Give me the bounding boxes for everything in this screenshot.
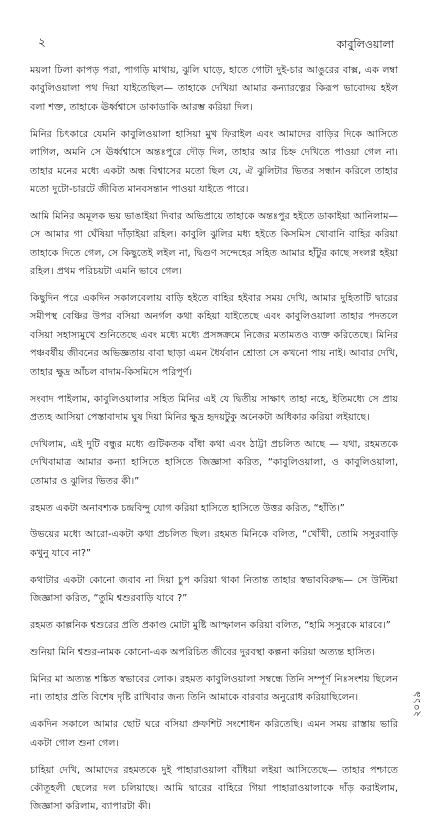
- paragraph: কথাটার একটা কোনো জবাব না দিয়া চুপ করিয়া থাকা নিতান্ত তাহার স্বভাববিরুদ্ধ— সে উল্টিয়া জিজ্ঞাসা করিত, “তুমি শ্বশুরবাড়ি যাবে ?”: [30, 574, 398, 605]
- paragraph: একদিন সকালে আমার ছোট ঘরে বসিয়া প্রুফশিট সংশোধন করিতেছি। এমন সময় রাস্তায় ভারি একটা গোল শুনা গেল।: [30, 719, 398, 749]
- paragraph: শুনিয়া মিনি শ্বশুর-নামক কোনো-এক অপরিচিত জীবের দুরবস্থা কল্পনা করিয়া অত্যন্ত হাসিত।: [30, 646, 375, 658]
- page-footer-vertical: ২০১৯: [412, 691, 423, 717]
- body-text: [30, 62, 398, 813]
- paragraph: ময়লা ঢিলা কাপড় পরা, পাগড়ি মাথায়, ঝুলি ঘাড়ে, হাতে গোটা দুই-চার আঙুরের বাক্স, এক লম্বা কাবুলিওয়ালা পথ দিয়া যাইতেছিল— তাহাকে দেখিয়া আমার কন্যারত্নের কিরূপ ভাবোদয় হইল বলা শক্ত, তাহাকে ঊর্ধ্বশ্বাসে ডাকাডাকি আরম্ভ করিয়া দিল।: [30, 65, 398, 113]
- paragraph: চাহিয়া দেখি, আমাদের রহমতকে দুই পাহারাওয়ালা বাঁধিয়া লইয়া আসিতেছে— তাহার পশ্চাতে কৌতূহলী ছেলের দল চলিয়াছে। আমি দ্বারের বাহিরে গিয়া পাহারাওয়ালাকে দাঁড় করাইলাম, জিজ্ঞাসা করিলাম, ব্যাপারটা কী।: [30, 764, 398, 813]
- paragraph: মিনির চিৎকারে যেমনি কাবুলিওয়ালা হাসিয়া মুখ ফিরাইল এবং আমাদের বাড়ির দিকে আসিতে লাগিল, অমনি সে ঊর্ধ্বশ্বাসে অন্তঃপুরে দৌড় দিল, তাহার আর চিহ্ন দেখিতে পাওয়া গেল না। তাহার মনের মধ্যে একটা অন্ধ বিশ্বাসের মতো ছিল যে, ঐ ঝুলিটার ভিতর সন্ধান করিলে তাহার মতো দুটো-চারটে জীবিত মানবসন্তান পাওয়া যাইতে পারে।: [30, 128, 398, 195]
- paragraph: উভয়ের মধ্যে আরো-একটা কথা প্রচলিত ছিল। রহমত মিনিকে বলিত, “খোঁখী, তোমি সসুরবাড়ি কখুনু যাবে না?”: [30, 529, 398, 559]
- paragraph: রহমত একটা অনাবশ্যক চন্দ্রবিন্দু যোগ করিয়া হাসিতে হাসিতে উত্তর করিত, “হাঁতি।”: [30, 502, 345, 514]
- paragraph: আমি মিনির অমূলক ভয় ভাঙাইয়া দিবার অভিপ্রায়ে তাহাকে অন্তঃপুর হইতে ডাকাইয়া আনিলাম— সে আমার গা ঘেঁষিয়া দাঁড়াইয়া রহিল। কাবুলি ঝুলির মধ্য হইতে কিসমিস খোবানি বাহির করিয়া তাহাকে দিতে গেল, সে কিছুতেই লইল না, দ্বিগুণ সন্দেহের সহিত আমার হাঁটুর কাছে সংলগ্ন হইয়া রহিল। প্রথম পরিচয়টা এমনি ভাবে গেল।: [30, 210, 398, 278]
- paragraph: রহমত কাল্পনিক শ্বশুরের প্রতি প্রকাণ্ড মোটা মুষ্টি আস্ফালন করিয়া বলিত, “হামি সসুরকে মারবে।”: [30, 620, 391, 632]
- paragraph: মিনির মা অত্যন্ত শঙ্কিত স্বভাবের লোক। রহমত কাবুলিওয়ালা সম্বন্ধে তিনি সম্পূর্ণ নিঃসংশয় ছিলেন না। তাহার প্রতি বিশেষ দৃষ্টি রাখিবার জন্য তিনি আমাকে বারবার অনুরোধ করিয়াছিলেন।: [30, 673, 398, 704]
- running-title: কাবুলিওয়ালা: [336, 38, 394, 51]
- page-number: ২: [38, 35, 46, 49]
- paragraph: দেখিলাম, এই দুটি বন্ধুর মধ্যে গুটিকতক বাঁধা কথা এবং ঠাট্টা প্রচলিত আছে — যথা, রহমতকে দেখিবামাত্র আমার কন্যা হাসিতে হাসিতে জিজ্ঞাসা করিত, “কাবুলিওয়ালা, ও কাবুলিওয়ালা, তোমার ও ঝুলির ভিতর কী।”: [30, 438, 398, 487]
- paragraph: সংবাদ পাইলাম, কাবুলিওয়ালার সহিত মিনির এই যে দ্বিতীয় সাক্ষাৎ তাহা নহে, ইতিমধ্যে সে প্রায় প্রত্যহ আসিয়া পেস্তাবাদাম ঘুষ দিয়া মিনির ক্ষুদ্র হৃদয়টুকু অনেকটা অধিকার করিয়া লইয়াছে।: [30, 393, 398, 423]
- paragraph: কিছুদিন পরে একদিন সকালবেলায় বাড়ি হইতে বাহির হইবার সময় দেখি, আমার দুহিতাটি দ্বারের সমীপস্থ বেঞ্চির উপর বসিয়া অনর্গল কথা কহিয়া যাইতেছে এবং কাবুলিওয়ালা তাহার পদতলে বসিয়া সহাস্যমুখে শুনিতেছে এবং মধ্যে মধ্যে প্রসঙ্গক্রমে নিজের মতামতও ব্যক্ত করিতেছে। মিনির পঞ্চবর্ষীয় জীবনের অভিজ্ঞতায় বাবা ছাড়া এমন ধৈর্যবান শ্রোতা সে কখনো পায় নাই। আবার দেখি, তাহার ক্ষুদ্র আঁচল বাদাম-কিসমিসে পরিপূর্ণ।: [30, 292, 398, 378]
